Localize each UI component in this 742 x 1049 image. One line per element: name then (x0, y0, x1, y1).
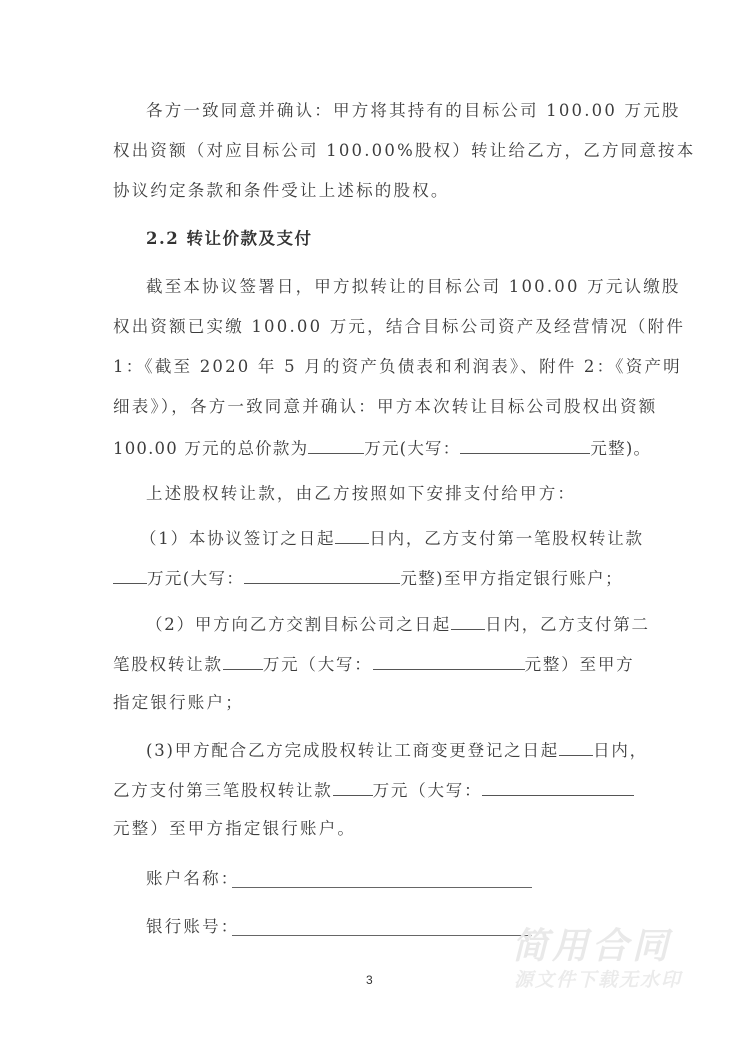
payment-3-line-1 (146, 739, 666, 761)
payment-2-days-blank[interactable] (451, 613, 485, 630)
payment-3-unit: 万元（大写： (372, 781, 483, 800)
payment-1-suffix: 元整)至甲方指定银行账户； (400, 569, 623, 588)
payment-2-line-3: 指定银行账户； (113, 693, 244, 712)
total-price-blank[interactable] (308, 437, 364, 454)
payment-2-middle: 日内，乙方支付第二 (485, 615, 650, 634)
paragraph-1-line-1: 各方一致同意并确认：甲方将其持有的目标公司 100.00 万元股 (146, 101, 681, 120)
payment-1-middle: 日内，乙方支付第一笔股权转让款 (369, 529, 644, 548)
payment-1-days-blank[interactable] (335, 527, 369, 544)
payment-3-amount-blank[interactable] (333, 779, 373, 796)
account-name-label: 账户名称： (146, 869, 240, 888)
payment-2-prefix: （2）甲方向乙方交割目标公司之日起 (146, 615, 452, 634)
payment-3-line-2-prefix: 乙方支付第三笔股权转让款 (113, 781, 333, 800)
payment-3-middle: 日内， (593, 741, 648, 760)
payment-1-line-1 (140, 527, 660, 549)
payment-2-unit: 万元（大写： (262, 655, 373, 674)
section-heading: 2.2 转让价款及支付 (146, 229, 313, 248)
paragraph-2-line-3: 1：《截至 2020 年 5 月的资产负债表和利润表》、附件 2：《资产明 (113, 357, 682, 376)
paragraph-2-line-5 (113, 437, 652, 459)
payment-3-line-2 (113, 779, 633, 801)
total-price-words-blank[interactable] (460, 437, 590, 454)
total-price-unit: 万元(大写： (364, 439, 461, 458)
account-number-label: 银行账号： (146, 917, 240, 936)
account-number-field[interactable] (232, 935, 532, 936)
payment-1-line-2 (113, 567, 633, 589)
payment-2-line-2 (113, 653, 633, 675)
payment-3-line-3: 元整）至甲方指定银行账户。 (113, 819, 357, 838)
paragraph-1-line-2: 权出资额（对应目标公司 100.00%股权）转让给乙方，乙方同意按本 (113, 141, 696, 160)
payment-2-line-2-prefix: 笔股权转让款 (113, 655, 223, 674)
payment-3-words-blank[interactable] (482, 779, 634, 796)
total-price-suffix: 元整)。 (590, 439, 652, 458)
paragraph-2-line-4: 细表》），各方一致同意并确认：甲方本次转让目标公司股权出资额 (113, 397, 658, 416)
payment-3-prefix: (3)甲方配合乙方完成股权转让工商变更登记之日起 (146, 741, 560, 760)
payment-2-suffix: 元整）至甲方 (524, 655, 635, 674)
watermark-tagline: 源文件下载无水印 (514, 969, 683, 991)
payment-1-unit: 万元(大写： (147, 569, 245, 588)
paragraph-2-line-2: 权出资额已实缴 100.00 万元，结合目标公司资产及经营情况（附件 (113, 317, 686, 336)
paragraph-1-line-3: 协议约定条款和条件受让上述标的股权。 (113, 181, 450, 200)
paragraph-2-line-1: 截至本协议签署日，甲方拟转让的目标公司 100.00 万元认缴股 (146, 277, 681, 296)
payment-3-days-blank[interactable] (559, 739, 593, 756)
payment-2-words-blank[interactable] (373, 653, 525, 670)
payment-1-prefix: （1）本协议签订之日起 (140, 529, 336, 548)
payment-1-words-blank[interactable] (244, 567, 400, 584)
watermark-logo: 简用合同 (512, 926, 673, 967)
payment-1-amount-blank[interactable] (113, 567, 147, 584)
account-name-field[interactable] (232, 887, 532, 888)
total-price-prefix: 100.00 万元的总价款为 (113, 439, 309, 458)
paragraph-3: 上述股权转让款，由乙方按照如下安排支付给甲方： (146, 484, 577, 503)
payment-2-amount-blank[interactable] (223, 653, 263, 670)
payment-2-line-1 (146, 613, 666, 635)
page-number: 3 (366, 973, 373, 987)
